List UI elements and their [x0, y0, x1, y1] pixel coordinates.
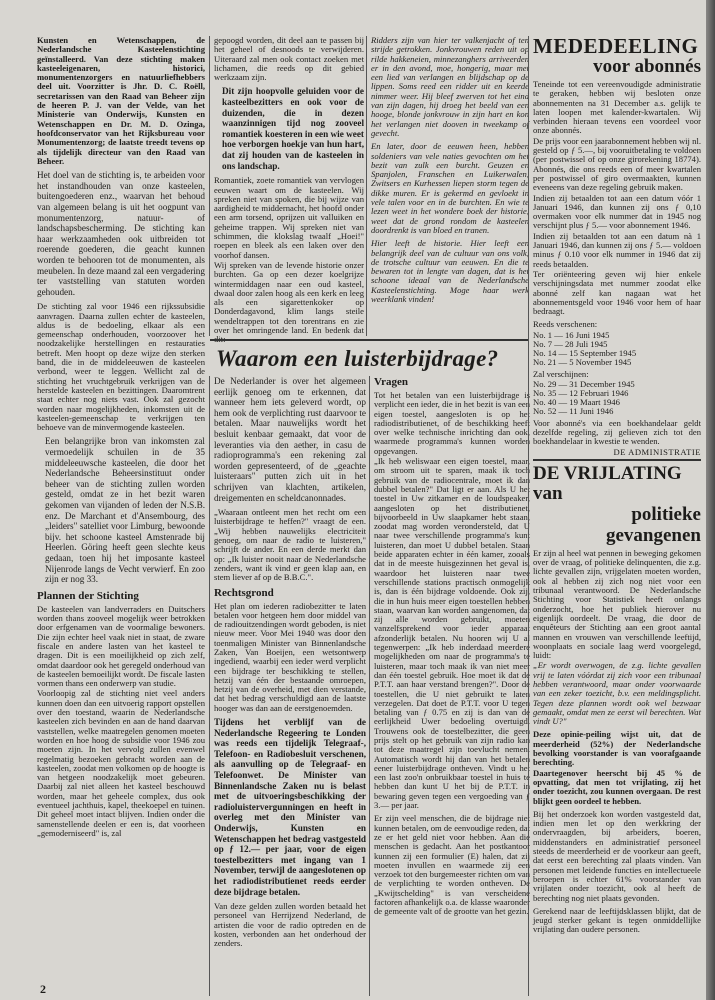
paragraph: Een belangrijke bron van inkomsten zal vermoedelijk schuilen in de 35 middeleeuwsche kasteelen, die door het Nederlandsche Beheersinstituut onder beheer van de stichting zullen worden gesteld, omdat ze in het bezit waren gekomen van vijanden of leden der N.S.B. enz. De Marchant et d'Ansembourg, des „leiders" satelliet voor Limburg, bewoonde bijv. het schoone kasteel Amstenrade bij Heerlen. Göring heeft geen slechte keus gedaan, toen hij het imposante kasteel Nijenrode langs de Vecht verwierf. En zoo zijn er nog 33. [45, 436, 205, 585]
upcoming-label: Zal verschijnen: [533, 368, 589, 379]
paragraph: „Waaraan ontleent men het recht om een luisterbijdrage te heffen?" vraagt de een. „Wij hebben nauwelijks electriciteit genoeg, om naar de radio te luisteren," schrijft de ander. En een derde merkt dan op: „Ik luister nooit naar de Nederlandsche zenders, want ik vind er geen klap aan, en stem liever af op de B.B.C.". [214, 507, 366, 583]
paragraph: Ridders zijn van hier ter valkenjacht of ten strijde getrokken. Jonkvrouwen reden uit op rilde hakkeneien, minnezanghers arriveerden er in den avond, moe, hongerig, maar met een lied van verlangen en blijdschap op de lippen. Soms reed een ridder uit en keerde nimmer weer. Hij bleef zwerven tot het eind van zijn dagen, hij droeg het beeld van een hooge, blonde jonkvrouw in zijn hart en kon het verlangen niet dooven in tweekamp of gevecht. [371, 35, 529, 138]
article-headline: Waarom een luisterbijdrage? [216, 346, 499, 371]
upcoming-issues-list [533, 380, 701, 417]
issue-item: No. 35 — 12 Februari 1946 [533, 388, 629, 399]
issue-item: No. 7 — 28 Juli 1945 [533, 338, 608, 349]
paragraph: Er zijn al heel wat pennen in beweging gekomen over de vraag, of politieke delinquenten, die z.g. lichte gevallen zijn, vrijgelaten moeten worden, ook al hebben zij zich nog niet voor een tribunaal verantwoord. De Nederlandsche Stichting voor Statistiek heeft onlangs onderzocht, hoe het publiek hierover nu eigenlijk oordeelt. De vraag, die door de enquêteurs der Stichting aan een groot aantal mannen en vrouwen van verschillende leeftijd, woonplaats en sociale laag werd voorgelegd, luidt: [533, 547, 701, 661]
notice-subtitle: voor abonnés [593, 56, 701, 77]
issue-item: No. 21 — 5 November 1945 [533, 357, 632, 368]
paragraph: Tot het betalen van een luisterbijdrage is verplicht een ieder, die in het bezit is van een eigen toestel, aangesloten is op het radiodistributienet, of de beschikking heeft over welke technische inrichting dan ook, waarmede programma's kunnen worden opgevangen. [374, 390, 530, 456]
column-notices [528, 36, 701, 996]
divider [533, 459, 701, 461]
paragraph: Hier leeft de historie. Hier leeft een belangrijk deel van de cultuur van ons volk, de trotsche cultuur van eeuwen. En die te bewaren tot in lengte van dagen, dat is het schoone ideaal van de Nederlandsche Kasteelenstichting. Moge haar werk weerklank vinden! [371, 238, 529, 305]
paragraph: Het plan om iederen radiobezitter te laten betalen voor hetgeen hem door middel van de radiouitzendingen wordt geboden, is niet nieuw meer. Voor Mei 1940 was door den toenmaligen Minister van Binnenlandsche Zaken, Van Boeijen, een wetsontwerp ingediend, waarbij een ieder werd verplicht een bijdrage ter beschikking te stellen, hetzij van één der bestaande omroepen, hetzij van de overheid, met dien verstande, dat het bedrag verschuldigd aan de laatste hooger was dan aan de eerstgenoemden. [214, 600, 366, 713]
issue-item: No. 29 — 31 December 1945 [533, 378, 635, 389]
published-issues-list [533, 331, 701, 368]
paragraph: Gerekend naar de leeftijdsklassen blijkt, dat de jeugd sterker gekant is tegen onmiddellijke vrijlating dan oudere personen. [533, 905, 701, 935]
paragraph: En later, door de eeuwen heen, hebben soldeniers van vele naties gevochten om het bezit van zulk een burcht. Geuzen en Spanjolen, Franschen en Luikerwalen, Zwitsers en Kurhessen liepen storm tegen de dikke muren. Er is gekermd en gevloekt in vele talen voor en in de burchten. En wie te lezen weet in het wondere boek der historie, weet dat de grond rondom de kasteelen doordrenkt is van bloed en tranen. [371, 141, 529, 235]
divider [210, 339, 528, 341]
column-castles-foundation [37, 36, 205, 982]
article-title: DE VRIJLATING van [533, 462, 682, 504]
published-label: Reeds verschenen: [533, 319, 598, 330]
paragraph: Deze opinie-peiling wijst uit, dat de meerderheid (52%) der Nederlandsche bevolking voorstander is van voorafgaande berechting. [533, 729, 701, 768]
paragraph: Van deze gelden zullen worden betaald het personeel van Herrijzend Nederland, de artisten die voor de radio optreden en de kosten, verbonden aan het onderhoud der zenders. [214, 901, 366, 949]
column-castles-continued [209, 36, 364, 336]
column-castles-history [366, 36, 529, 336]
page-edge-shadow [706, 0, 715, 1000]
paragraph: „Ik heb weliswaar een eigen toestel, maar, om stroom uit te sparen, maak ik toch gebruik van de radiocentrale, moet ik dan dubbel betalen?" Dat ligt er aan. Als U het toestel in Uw zitkamer en de loudspeaker, aangesloten op het distributienet, bijvoorbeeld in Uw slaapkamer hebt staan, zoodat mag worden verondersteld, dat U naar twee verschillende programma's kunt luisteren, dan moet U dubbel betalen. Staan beide apparaten echter in één kamer, zooals dat in de meeste huisgezinnen het geval is, waardoor het luisteren naar twee verschillende stations practisch onmogelijk is, dan is één bijdrage voldoende. Ook zij, die in hun huis meer eigen toestellen hebben staan, waarvan kan worden aangenomen, dat zij alle worden gebruikt, moeten vanzelfsprekend voor ieder apparaat afzonderlijk betalen. Nu hooren wij U al tegenwerpen: „Ik heb inderdaad meerdere mogelijkheden om naar de programma's te luisteren, maar toch maak ik van niet meer dan één toestel gebruik. Hoe moet ik dat de P.T.T. aan haar verstand brengen?". Door de toestellen, die U niet gebruikt te laten verzegelen. Dat doet de P.T.T. voor U tegen betaling van ƒ 0.75 en zij is dan van de eerlijkheid Uwer bedoeling overtuigd. Trouwens ook de toestelbezitter, die geen prijs stelt op het gebruik van zijn radio kan tot deze maatregel zijn toevlucht nemen. Automatisch wordt hij dan van het betalen eener luisterbijdrage ontheven. Vindt u het een last zoo'n onbruikbaar toestel in huis te hebben dan kunt U het bij de P.T.T. in bewaring geven tegen een vergoeding van ƒ 3.— per jaar. [374, 456, 530, 811]
section-heading: Vragen [374, 376, 409, 388]
column-radio-left [209, 376, 366, 996]
paragraph: Dit zijn hoopvolle geluiden voor de kasteelbezitters en ook voor de duizenden, die in dezen waanzinnigen tijd nog zooveel romantiek koesteren in een wie weet hoe verborgen hoekje van hun hart, dat zij houden van de kasteelen in ons landschap. [222, 86, 364, 171]
section-heading: Plannen der Stichting [37, 589, 139, 602]
paragraph: Kunsten en Wetenschappen, de Nederlandsche Kasteelenstichting geïnstalleerd. Van deze stichting maken kasteeleigenaren, historici, monumentenzorgers en natuurliefhebbers deel uit. Voorzitter is Jhr. D. C. Roëll, secretarissen van den Raad van Beheer zijn de heeren P. J. van der Velde, van het Ministerie van Onderwijs, Kunsten en Wetenschappen en Dr. M. D. Ozinga, hoofdconservator van het Rijksbureau voor Monumentenzorg; de laatste treedt tevens op als tijdelijk directeur van den Raad van Beheer. [37, 35, 205, 166]
paragraph: De Nederlander is over het algemeen eerlijk genoeg om te erkennen, dat wanneer hem iets geleverd wordt, op hem ook de verplichting rust daarvoor te betalen. Maar nauwelijks wordt het besluit kenbaar gemaakt, dat voor de leveranties via den aether, in casu de radioprogramma's een rekening zal worden gepresenteerd, of de „geachte luisteraars" putten zich uit in het schrijven van klachten, artikelen, dreigementen en scheldcanonnades. [214, 376, 366, 503]
issue-item: No. 14 — 15 September 1945 [533, 348, 637, 359]
issue-item: No. 40 — 19 Maart 1946 [533, 397, 620, 408]
section-heading: Rechtsgrond [214, 586, 274, 599]
paragraph: Wij spreken van de levende historie onzer burchten. Ga op een dezer koelgrijze wintermiddagen naar een oud kasteel, dwaal door zalen hoog als een kerk en leeg als een sigarettenkoker op Donderdagavond, klim langs steile wendeltrappen tot den torentrans en zie over het omringende land. En bedenk dat [214, 259, 364, 335]
paragraph: Tijdens het verblijf van de Nederlandsche Regeering te Londen was reeds een tijdelijk Telegraaf-, Telefoon- en Radiobesluit verschenen, als aanvulling op de Telegraaf- en Telefoonwet. De Minister van Binnenlandsche Zaken nu is belast met de uitvoeringsbeschikking der radioluistervergunningen en heeft in overleg met den Minister van Onderwijs, Kunsten en Wetenschappen het bedrag vastgesteld op ƒ 12.— per jaar, voor de eigen toestelbezitters met ingang van 1 November, terwijl de aangeslotenen op het radiodistributienet reeds eerder deze bijdrage betalen. [214, 717, 366, 897]
paragraph: Daartegenover heerscht bij 45 % de opvatting, dat men tot vrijlating, zij het onder toezicht, zou kunnen overgaan. De rest blijkt geen oordeel te hebben. [533, 767, 701, 806]
paragraph: Voorloopig zal de stichting niet veel anders kunnen doen dan een uitvoerig rapport opstellen over den toestand, waarin de Nederlandsche kasteelen zich bevinden en aan de hand daarvan vaststellen, welke maatregelen genomen moeten worden en hoe hoog de subsidie voor 1946 zou moeten zijn. In het vervolg zullen evenwel regelmatig bezoeken gebracht worden aan de kasteelen, zoodat men volkomen op de hoogte is van hetgeen noodzakelijk moet gebeuren. Daarbij zal niet alleen het kasteel beschouwd worden, maar het geheele complex, dus ook eventueel jachthuis, kapel, theekoepel en tuinen. Dit geheel moet intact blijven. Indien onder die samenstellende deelen er een is, dat voorheen „gemoderniseerd" is, zal [37, 688, 205, 838]
paragraph: Bij het onderzoek kon worden vastgesteld dat, indien men let op den werkkring der ondervraagden, bij arbeiders, boeren, middenstanders en administratief personeel steeds de meerderheid er de voorkeur aan geeft, dat eerst een berechting zal plaats vinden. Van personen met leidende functies en intellectueele beroepen is echter 61% voorstander van vrijlaten onder toezicht, ook al heeft de berechting nog niet plaats gevonden. [533, 808, 701, 903]
quote: „Er wordt overwogen, de z.g. lichte gevallen vrij te laten vóórdat zij zich voor een tribunaal hebben verantwoord, maar onder voorwaarde van een zeker toezicht, b.v. een meldingsplicht. Tegen deze plannen wordt ook wel bezwaar gemaakt, omdat men ze eerst wil berechten. Wat vindt U?" [533, 660, 701, 727]
issue-item: No. 1 — 16 Juni 1945 [533, 329, 610, 340]
issue-item: No. 52 — 11 Juni 1946 [533, 406, 614, 417]
paragraph: Indien zij betaalden tot aan een datum nà 1 Januari 1946, dan kunnen zij ons ƒ 5.— voldoen minus ƒ 0.10 voor elk nummer in 1946 dat zij reeds betaalden. [533, 230, 701, 269]
notice-title: MEDEDEELING [533, 34, 699, 58]
page-number: 2 [40, 982, 46, 996]
paragraph: gepoogd worden, dit deel aan te passen bij het geheel of desnoods te verwijderen. Uiteraard zal men ook contact zoeken met lichamen, die reeds op dit gebied werkzaam zijn. [214, 35, 364, 83]
paragraph: De kasteelen van landverraders en Duitschers worden thans zooveel mogelijk weer betrokken door erfgenamen van de voormalige bewoners. Die zijn echter heel vaak niet in staat, de zware fiscale en andere lasten van het kasteel te dragen. Dit is een moeilijkheid op zich zelf, omdat daardoor ook het geregeld onderhoud van de kasteelen bemoeilijkt wordt. De fiscale lasten vormen thans een onderwerp van studie. [37, 603, 205, 689]
paragraph: Indien zij betaalden tot aan een datum vóór 1 Januari 1946, dan kunnen zij ons ƒ 0,10 overmaken voor elk nummer dat in 1945 nog verschijnt plus ƒ 5.— voor abonnement 1946. [533, 192, 701, 231]
column-radio-right [369, 376, 530, 996]
paragraph: Ter oriënteering geven wij hier enkele verschijningsdata met nummer zoodat elke abonné zelf kan nagaan wat het abonnementsgeld voor 1946 voor hem of haar bedraagt. [533, 268, 701, 317]
paragraph: Er zijn veel menschen, die de bijdrage niet kunnen betalen, om de eenvoudige reden, dat ze er het geld niet voor hebben. Aan die menschen is gedacht. Aan het postkantoor kunnen zij een formulier (E) halen, dat zij moeten invullen en waarmede zij een verzoek tot den burgemeester richten om van de verplichting te worden ontheven. De „Kwijtschelding" is van verscheidene factoren afhankelijk o.a. de klasse waaronder de gemeente valt of de grootte van het gezin. [374, 813, 530, 917]
paragraph: De stichting zal voor 1946 een rijkssubsidie aanvragen. Daarna zullen echter de kasteelen, aldus is de bedoeling, elkaar als een gemeenschap onderhouden, voorzoover het noodzakelijke herstellingen en restauraties betreft. Men hoopt op deze wijze den sterken band, die in de middeleeuwen de kasteelen verbond, weer te leggen. Wellicht zal de stichting het vruchtgebruik verkrijgen van de herstelde kasteelen en bezittingen. Daaromtrent staat echter nog niets vast. Ook zal gezocht worden naar mogelijkheden, inkomsten uit de kasteelen-gemeenschap te verkrijgen ten behoeve van de minvermogende kasteelen. [37, 301, 205, 433]
article-subtitle: politieke gevangenen [606, 503, 701, 546]
paragraph: Voor abonné's via een boekhandelaar geldt dezelfde regeling, zij gelieven zich tot den boekhandelaar in kwestie te wenden. [533, 417, 701, 447]
paragraph: Romantiek, zoete romantiek van vervlogen eeuwen waart om de kasteelen. Wij spreken niet van spoken, die bij wijze van aardigheid te middernacht, het hoofd onder een arm torsend, oprijzen uit valluiken en geheime trappen. Wij spreken niet van schimmen, die klokslag twaalf „Hoei!" roepen en bleek als een laken over den voorhof dansen. [214, 175, 364, 260]
signature: DE ADMINISTRATIE [613, 446, 701, 457]
paragraph: De prijs voor een jaarabonnement hebben wij nl. gesteld op ƒ 5.—, bij vooruitbetaling te voldoen (per postwissel of op onze girorekening 18774). Abonnés, die ons reeds een of meer kwartalen per postwissel of giro overmaakten, kunnen eveneens van deze regeling gebruik maken. [533, 135, 701, 193]
paragraph: Teneinde tot een vereenvoudigde administratie te geraken, hebben wij besloten onze abonnementen na 31 December a.s. gelijk te laten loopen met kalender-kwartalen. Wij verbinden hieraan tevens een voordeel voor onze abonnés. [533, 79, 701, 136]
paragraph: Het doel van de stichting is, te arbeiden voor het instandhouden van onze kasteelen, buitengoederen enz., waarvan het behoud van algemeen belang is uit het oogpunt van monumentenzorg, natuur- of landschapsbescherming. De stichting kan haar werkzaamheden ook uitbreiden tot roerende goederen, die geacht kunnen worden te behooren tot de monumenten, als meubelen. In deze maand zal een vergadering ter vaststelling van statuten worden gehouden. [37, 170, 205, 297]
